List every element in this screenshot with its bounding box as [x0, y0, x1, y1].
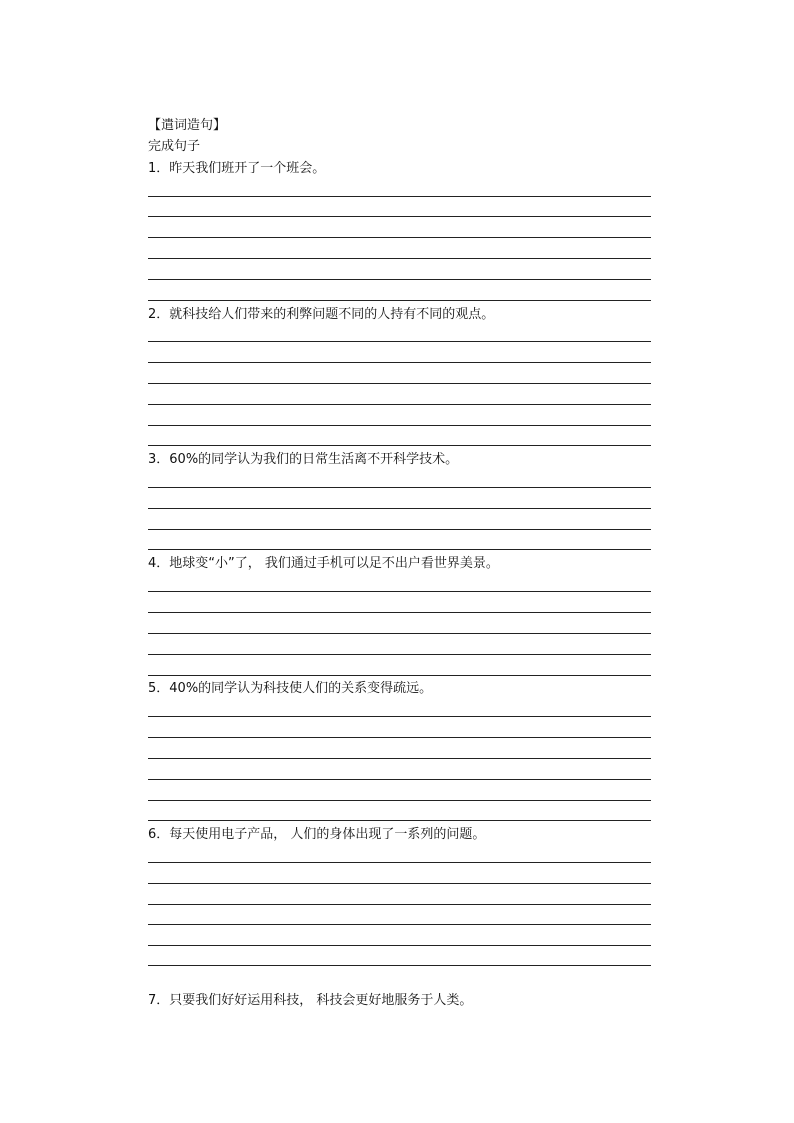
- answer-line: [148, 716, 651, 717]
- question-text: 40%的同学认为科技使人们的关系变得疏远。: [169, 681, 433, 696]
- answer-line: [148, 508, 651, 509]
- question-number: 4．: [148, 556, 170, 571]
- answer-line: [148, 675, 651, 676]
- question-5: [148, 681, 432, 697]
- answer-line: [148, 341, 651, 342]
- answer-line: [148, 237, 651, 238]
- answer-line: [148, 945, 651, 946]
- answer-line: [148, 779, 651, 780]
- instruction: 完成句子: [148, 139, 201, 154]
- answer-line: [148, 445, 651, 446]
- question-text: 就科技给人们带来的利弊问题不同的人持有不同的观点。: [169, 307, 495, 322]
- answer-line: [148, 904, 651, 905]
- answer-line: [148, 216, 651, 217]
- question-2: [148, 307, 494, 323]
- answer-line: [148, 612, 651, 613]
- answer-line: [148, 258, 651, 259]
- question-text: 60%的同学认为我们的日常生活离不开科学技术。: [169, 452, 459, 467]
- answer-line: [148, 362, 651, 363]
- answer-line: [148, 820, 651, 821]
- question-number: 5．: [148, 681, 170, 696]
- answer-line: [148, 883, 651, 884]
- answer-line: [148, 425, 651, 426]
- question-number: 1．: [148, 161, 170, 176]
- question-number: 3．: [148, 452, 170, 467]
- answer-line: [148, 300, 651, 301]
- section-title: 【遣词造句】: [148, 118, 227, 133]
- answer-line: [148, 549, 651, 550]
- answer-line: [148, 487, 651, 488]
- answer-line: [148, 965, 651, 966]
- answer-line: [148, 862, 651, 863]
- question-number: 2．: [148, 307, 170, 322]
- question-text: 每天使用电子产品， 人们的身体出现了一系列的问题。: [169, 827, 486, 842]
- answer-line: [148, 654, 651, 655]
- question-text: 只要我们好好运用科技， 科技会更好地服务于人类。: [169, 993, 473, 1008]
- question-text: 昨天我们班开了一个班会。: [169, 161, 326, 176]
- answer-line: [148, 196, 651, 197]
- answer-line: [148, 529, 651, 530]
- question-number: 7．: [148, 993, 170, 1008]
- answer-line: [148, 383, 651, 384]
- answer-line: [148, 404, 651, 405]
- answer-line: [148, 737, 651, 738]
- question-number: 6．: [148, 827, 170, 842]
- question-text: 地球变“小”了， 我们通过手机可以足不出户看世界美景。: [169, 556, 499, 571]
- question-3: [148, 452, 458, 468]
- answer-line: [148, 800, 651, 801]
- answer-line: [148, 633, 651, 634]
- answer-line: [148, 591, 651, 592]
- question-7: [148, 993, 472, 1009]
- question-1: [148, 161, 325, 177]
- question-4: [148, 556, 499, 572]
- answer-line: [148, 279, 651, 280]
- question-6: [148, 827, 485, 843]
- answer-line: [148, 758, 651, 759]
- answer-line: [148, 924, 651, 925]
